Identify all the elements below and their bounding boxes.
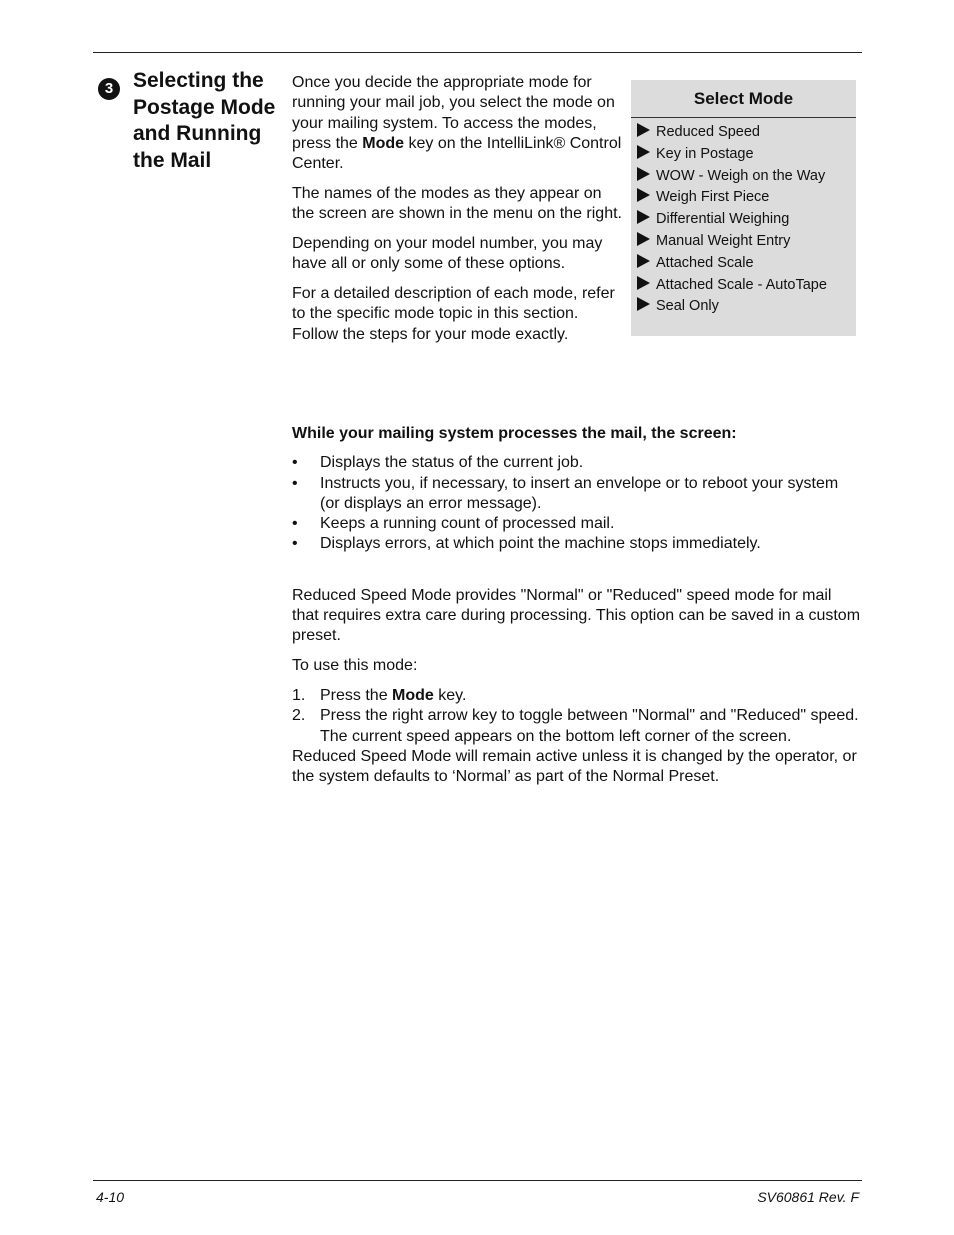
- arrow-right-icon: [637, 210, 650, 224]
- intro-p1-text-end: key on the IntelliLink® Control Center.: [292, 134, 622, 173]
- mode-item-label: Manual Weight Entry: [656, 232, 791, 249]
- select-mode-menu: [631, 80, 856, 336]
- bullet-text: Displays errors, at which point the machine stops immediately.: [320, 535, 761, 553]
- mode-item-label: Attached Scale: [656, 254, 754, 271]
- mode-item: [637, 166, 856, 188]
- mode-item-label: Differential Weighing: [656, 211, 790, 228]
- bullet-item: [292, 514, 860, 534]
- document-id: SV60861 Rev. F: [757, 1189, 859, 1205]
- arrow-right-icon: [637, 297, 650, 311]
- bullet-item: [292, 534, 860, 554]
- bullet-mark: •: [292, 535, 298, 553]
- header-rule: [93, 52, 862, 53]
- intro-paragraph-3: Depending on your model number, you may have all or only some of these options.: [292, 235, 603, 273]
- mode-item: [637, 187, 856, 209]
- select-mode-title: Select Mode: [631, 80, 856, 118]
- step-text: Press the: [320, 686, 393, 704]
- bullet-item: [292, 453, 860, 473]
- arrow-right-icon: [637, 232, 650, 246]
- mode-item-label: Seal Only: [656, 298, 719, 315]
- reduced-speed-steps: [292, 686, 860, 747]
- mode-item: [637, 209, 856, 231]
- mode-key-label: Mode: [392, 686, 434, 704]
- intro-paragraph-2: The names of the modes as they appear on the screen are shown in the menu on the right.: [292, 184, 622, 223]
- step-item: [292, 686, 860, 706]
- step-text-end: key.: [433, 686, 467, 704]
- step-number-badge: 3: [98, 78, 120, 100]
- bullet-mark: •: [292, 474, 298, 492]
- mode-list: [631, 118, 856, 318]
- step-number: 2.: [292, 707, 306, 725]
- bullet-text: Displays the status of the current job.: [320, 454, 584, 472]
- processing-lead: While your mailing system processes the mail, the screen:: [292, 425, 737, 442]
- reduced-speed-description: Reduced Speed Mode provides "Normal" or "Reduced" speed mode for mail that requires extra care during processing. This option can be saved in a custom preset.: [292, 586, 861, 645]
- mode-item-label: WOW - Weigh on the Way: [656, 167, 826, 184]
- arrow-right-icon: [637, 145, 650, 159]
- footer-rule: [93, 1180, 862, 1181]
- step-number: 1.: [292, 686, 306, 704]
- bullet-text: Instructs you, if necessary, to insert an envelope or to reboot your system (or displays an error message).: [320, 474, 839, 512]
- page-number: 4-10: [96, 1189, 125, 1205]
- intro-paragraph-1: [292, 73, 622, 174]
- mode-item: [637, 122, 856, 144]
- mode-item: [637, 231, 856, 253]
- mode-item: [637, 296, 856, 318]
- mode-item-label: Attached Scale - AutoTape: [656, 276, 827, 293]
- mode-item: [637, 275, 856, 297]
- arrow-right-icon: [637, 167, 650, 181]
- mode-item-label: Weigh First Piece: [656, 189, 770, 206]
- bullet-mark: •: [292, 454, 298, 472]
- mode-item: [637, 144, 856, 166]
- section-title: Selecting the Postage Mode and Running the Mail: [133, 69, 276, 172]
- bullet-text: Keeps a running count of processed mail.: [320, 515, 615, 533]
- processing-bullets: [292, 453, 860, 554]
- main-content: [292, 424, 860, 787]
- bullet-mark: •: [292, 515, 298, 533]
- arrow-right-icon: [637, 254, 650, 268]
- bullet-item: [292, 474, 860, 515]
- mode-item: [637, 253, 856, 275]
- intro-p1-text: Once you decide the appropriate mode for running your mail job, you select the mode on your mailing system. To access the modes, press the: [292, 74, 615, 152]
- arrow-right-icon: [637, 276, 650, 290]
- mode-item-label: Reduced Speed: [656, 124, 760, 140]
- intro-paragraph-4: For a detailed description of each mode, refer to the specific mode topic in this section. Follow the steps for your mode exactly.: [292, 285, 615, 343]
- mode-item-label: Key in Postage: [656, 145, 754, 162]
- mode-key-label: Mode: [362, 134, 405, 152]
- reduced-speed-note: Reduced Speed Mode will remain active unless it is changed by the operator, or the system defaults to ‘Normal’ as part of the Normal Preset.: [292, 747, 857, 786]
- step-item: [292, 706, 860, 747]
- arrow-right-icon: [637, 123, 650, 137]
- intro-text: [292, 73, 622, 355]
- step-text: Press the right arrow key to toggle between "Normal" and "Reduced" speed. The current speed appears on the bottom left corner of the screen.: [320, 707, 859, 745]
- to-use-label: To use this mode:: [292, 657, 418, 675]
- arrow-right-icon: [637, 188, 650, 202]
